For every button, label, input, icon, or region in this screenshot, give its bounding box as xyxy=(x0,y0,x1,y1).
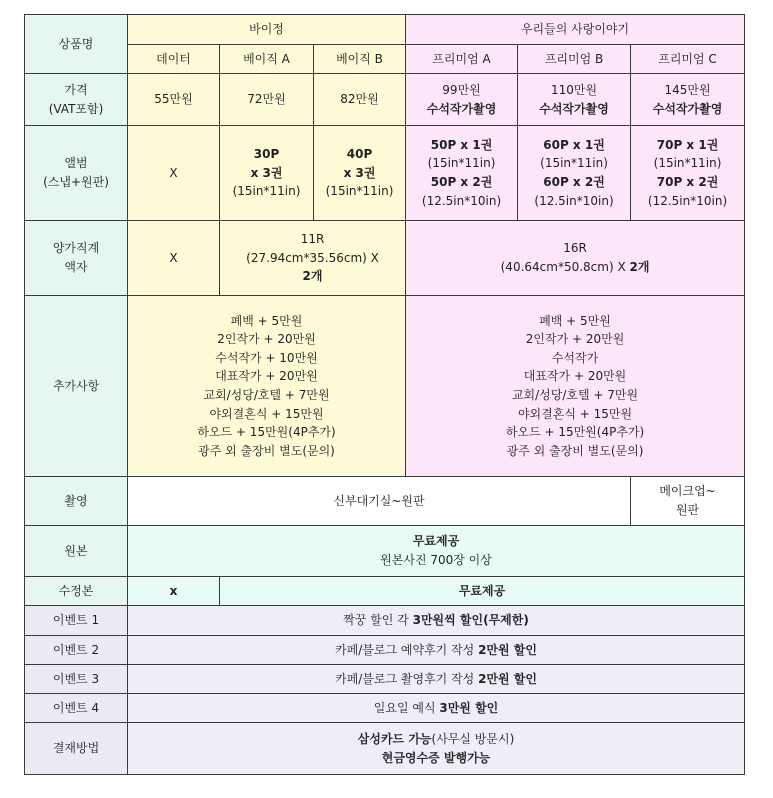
payment-label: 결재방법 xyxy=(25,723,128,775)
event-4-text: 일요일 예식 3만원 할인 xyxy=(128,694,745,723)
extras-label: 추가사항 xyxy=(25,296,128,477)
album-basic-a: 30P x 3권 (15in*11in) xyxy=(220,126,314,221)
event-4-label: 이벤트 4 xyxy=(25,694,128,723)
frame-basic: 11R (27.94cm*35.56cm) X 2개 xyxy=(220,221,406,296)
album-premium-c: 70P x 1권 (15in*11in) 70P x 2권 (12.5in*10in) xyxy=(631,126,745,221)
frame-premium: 16R (40.64cm*50.8cm) X 2개 xyxy=(406,221,745,296)
event-1-text: 짝꿍 할인 각 3만원씩 할인(무제한) xyxy=(128,606,745,636)
album-basic-b: 40P x 3권 (15in*11in) xyxy=(314,126,406,221)
event-3-label: 이벤트 3 xyxy=(25,665,128,694)
original-value: 무료제공 원본사진 700장 이상 xyxy=(128,526,745,577)
basic-group-header: 바이정 xyxy=(128,15,406,45)
price-premium-a: 99만원 수석작가촬영 xyxy=(406,74,518,126)
plan-premium-a: 프리미엄 A xyxy=(406,45,518,74)
album-data: X xyxy=(128,126,220,221)
frame-label: 양가직계 액자 xyxy=(25,221,128,296)
album-premium-a: 50P x 1권 (15in*11in) 50P x 2권 (12.5in*10in) xyxy=(406,126,518,221)
album-premium-b: 60P x 1권 (15in*11in) 60P x 2권 (12.5in*10in) xyxy=(518,126,631,221)
premium-group-header: 우리들의 사랑이야기 xyxy=(406,15,745,45)
extras-premium: 폐백 + 5만원 2인작가 + 20만원 수석작가 대표작가 + 20만원 교회/성당/호텔 + 7만원 야외결혼식 + 15만원 하오드 + 15만원(4P추가) 광주 외 출장비 별도(문의) xyxy=(406,296,745,477)
plan-premium-b: 프리미엄 B xyxy=(518,45,631,74)
album-label: 앨범 (스냅+원판) xyxy=(25,126,128,221)
event-1-label: 이벤트 1 xyxy=(25,606,128,636)
payment-value: 삼성카드 가능(사무실 방문시) 현금영수증 발행가능 xyxy=(128,723,745,775)
plan-basic-a: 베이직 A xyxy=(220,45,314,74)
edited-label: 수정본 xyxy=(25,577,128,606)
event-2-label: 이벤트 2 xyxy=(25,636,128,665)
frame-data: X xyxy=(128,221,220,296)
price-basic-b: 82만원 xyxy=(314,74,406,126)
original-label: 원본 xyxy=(25,526,128,577)
event-2-text: 카페/블로그 예약후기 작성 2만원 할인 xyxy=(128,636,745,665)
price-premium-c: 145만원 수석작가촬영 xyxy=(631,74,745,126)
price-data: 55만원 xyxy=(128,74,220,126)
extras-basic: 폐백 + 5만원 2인작가 + 20만원 수석작가 + 10만원 대표작가 + 20만원 교회/성당/호텔 + 7만원 야외결혼식 + 15만원 하오드 + 15만원(4P추가) 광주 외 출장비 별도(문의) xyxy=(128,296,406,477)
price-table xyxy=(24,14,745,775)
product-label: 상품명 xyxy=(25,15,128,74)
price-premium-b: 110만원 수석작가촬영 xyxy=(518,74,631,126)
plan-basic-b: 베이직 B xyxy=(314,45,406,74)
shoot-main: 신부대기실~원판 xyxy=(128,477,631,526)
plan-data: 데이터 xyxy=(128,45,220,74)
plan-premium-c: 프리미엄 C xyxy=(631,45,745,74)
edited-rest: 무료제공 xyxy=(220,577,745,606)
event-3-text: 카페/블로그 촬영후기 작성 2만원 할인 xyxy=(128,665,745,694)
edited-data: x xyxy=(128,577,220,606)
shoot-label: 촬영 xyxy=(25,477,128,526)
shoot-side: 메이크업~ 원판 xyxy=(631,477,745,526)
price-basic-a: 72만원 xyxy=(220,74,314,126)
price-label: 가격 (VAT포함) xyxy=(25,74,128,126)
